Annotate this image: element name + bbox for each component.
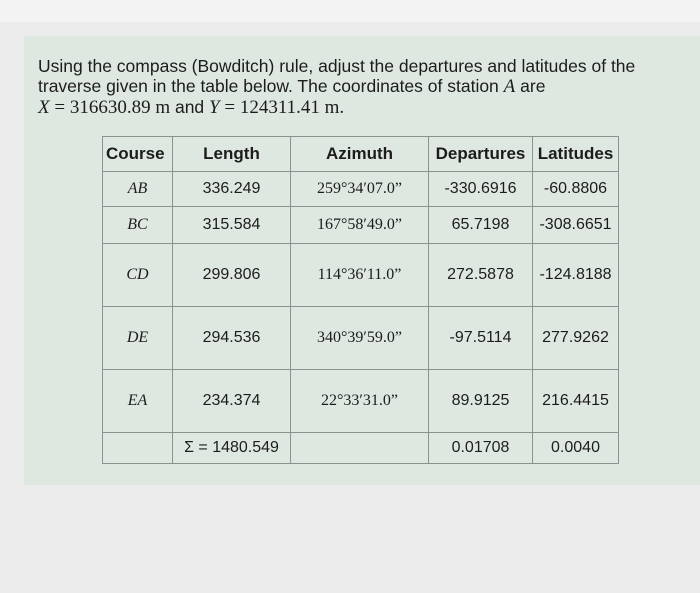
y-variable: Y [209, 97, 220, 118]
course-cell: BC [103, 207, 173, 244]
course-cell: DE [103, 307, 173, 370]
traverse-table [102, 136, 619, 464]
latitude-cell: 216.4415 [533, 370, 619, 433]
course-cell: EA [103, 370, 173, 433]
azimuth-cell: 259°34′07.0” [291, 172, 429, 207]
table-row [103, 370, 619, 433]
latitude-cell: 277.9262 [533, 307, 619, 370]
azimuth-cell: 340°39′59.0” [291, 307, 429, 370]
total-length: Σ = 1480.549 [173, 433, 291, 464]
header-course: Course [103, 137, 173, 172]
length-cell: 336.249 [173, 172, 291, 207]
problem-line-1: Using the compass (Bowditch) rule, adjust the departures and latitudes of the [38, 56, 636, 76]
length-cell: 234.374 [173, 370, 291, 433]
length-cell: 294.536 [173, 307, 291, 370]
page-bottom-area [0, 485, 700, 593]
totals-course-cell [103, 433, 173, 464]
table-row [103, 172, 619, 207]
departure-cell: -97.5114 [429, 307, 533, 370]
latitude-cell: -124.8188 [533, 244, 619, 307]
latitude-cell: -308.6651 [533, 207, 619, 244]
problem-line-3 [38, 97, 678, 118]
y-coordinate: = 124311.41 m. [219, 97, 345, 118]
totals-row [103, 433, 619, 464]
total-departure: 0.01708 [429, 433, 533, 464]
problem-statement [38, 56, 678, 118]
table-row [103, 307, 619, 370]
course-cell: CD [103, 244, 173, 307]
totals-azimuth-cell [291, 433, 429, 464]
header-departures: Departures [429, 137, 533, 172]
station-label: A [503, 76, 516, 97]
problem-line-2-end: are [515, 76, 546, 96]
table-header-row [103, 137, 619, 172]
latitude-cell: -60.8806 [533, 172, 619, 207]
header-latitudes: Latitudes [533, 137, 619, 172]
table-row [103, 244, 619, 307]
azimuth-cell: 22°33′31.0” [291, 370, 429, 433]
azimuth-cell: 167°58′49.0” [291, 207, 429, 244]
problem-line-2-start: traverse given in the table below. The coordinates of station [38, 76, 504, 96]
departure-cell: 272.5878 [429, 244, 533, 307]
and-word: and [170, 97, 210, 117]
header-length: Length [173, 137, 291, 172]
length-cell: 315.584 [173, 207, 291, 244]
problem-line-2 [38, 76, 678, 97]
course-cell: AB [103, 172, 173, 207]
page-top-strip [0, 0, 700, 22]
table-row [103, 207, 619, 244]
azimuth-cell: 114°36′11.0” [291, 244, 429, 307]
departure-cell: 65.7198 [429, 207, 533, 244]
x-variable: X [38, 97, 50, 118]
length-cell: 299.806 [173, 244, 291, 307]
departure-cell: -330.6916 [429, 172, 533, 207]
x-coordinate: = 316630.89 m [49, 97, 171, 118]
total-latitude: 0.0040 [533, 433, 619, 464]
departure-cell: 89.9125 [429, 370, 533, 433]
header-azimuth: Azimuth [291, 137, 429, 172]
